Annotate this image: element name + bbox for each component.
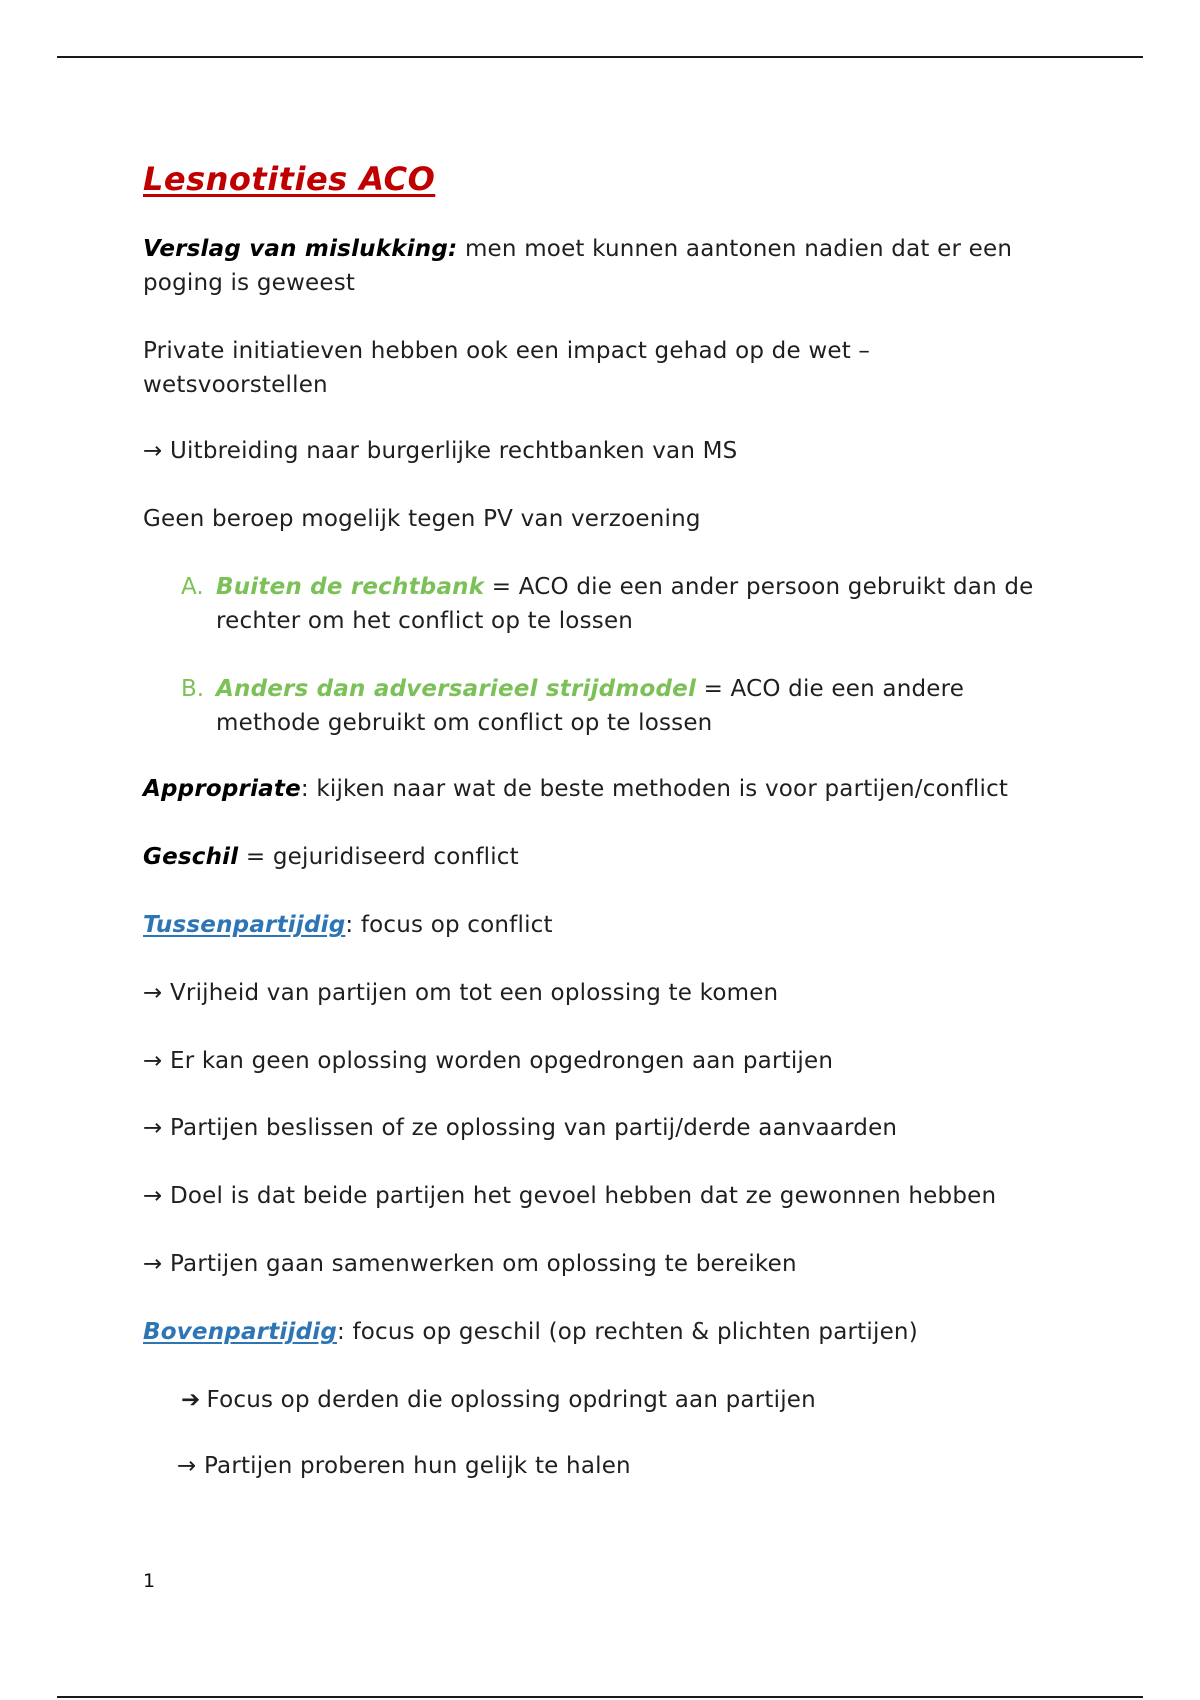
- term-appropriate: Appropriate: [143, 776, 301, 803]
- list-item-text: Focus op derden die oplossing opdringt aan partijen: [206, 1387, 816, 1414]
- bottom-rule: [57, 1696, 1143, 1698]
- link-tussenpartijdig[interactable]: Tussenpartijdig: [143, 912, 346, 939]
- paragraph-geen-beroep: Geen beroep mogelijk tegen PV van verzoening: [143, 506, 701, 533]
- term-verslag: Verslag van mislukking:: [143, 236, 458, 263]
- term-anders: Anders dan adversarieel strijdmodel: [216, 676, 697, 703]
- top-rule: [57, 56, 1143, 58]
- document-body: [143, 160, 1043, 1483]
- list-item: → Partijen proberen hun gelijk te halen: [177, 1453, 631, 1480]
- list-item: → Partijen gaan samenwerken om oplossing te bereiken: [143, 1251, 797, 1278]
- text-anders: = ACO die een andere methode gebruikt om conflict op te lossen: [216, 676, 965, 737]
- page-number: 1: [143, 1570, 156, 1592]
- link-bovenpartijdig[interactable]: Bovenpartijdig: [143, 1319, 337, 1346]
- text-tussenpartijdig: : focus op conflict: [345, 912, 553, 939]
- text-verslag: men moet kunnen aantonen nadien dat er een poging is geweest: [143, 236, 1013, 297]
- list-item: → Vrijheid van partijen om tot een oplossing te komen: [143, 980, 779, 1007]
- list-item: → Er kan geen oplossing worden opgedrongen aan partijen: [143, 1048, 834, 1075]
- text-geschil: = gejuridiseerd conflict: [238, 844, 519, 871]
- text-bovenpartijdig: : focus op geschil (op rechten & plichten partijen): [337, 1319, 918, 1346]
- list-marker: B.: [181, 676, 205, 703]
- paragraph-private: Private initiatieven hebben ook een impact gehad op de wet – wetsvoorstellen: [143, 338, 871, 399]
- text-appropriate: : kijken naar wat de beste methoden is voor partijen/conflict: [300, 776, 1009, 803]
- paragraph-verslag: [143, 232, 1043, 300]
- text-buiten: = ACO die een ander persoon gebruikt dan de rechter om het conflict op te lossen: [216, 574, 1034, 635]
- paragraph-uitbreiding: → Uitbreiding naar burgerlijke rechtbanken van MS: [143, 438, 738, 465]
- list-item: → Partijen beslissen of ze oplossing van partij/derde aanvaarden: [143, 1115, 898, 1142]
- term-geschil: Geschil: [143, 844, 239, 871]
- document-title: Lesnotities ACO: [143, 160, 436, 198]
- list-item: [181, 1383, 1043, 1417]
- list-item-text: [216, 570, 1043, 638]
- list-item: [181, 570, 1043, 638]
- paragraph-appropriate: [143, 772, 1043, 806]
- list-item: → Doel is dat beide partijen het gevoel hebben dat ze gewonnen hebben: [143, 1183, 997, 1210]
- paragraph-bovenpartijdig: [143, 1315, 1043, 1349]
- paragraph-tussenpartijdig: [143, 908, 1043, 942]
- arrow-right-icon: ➔: [181, 1387, 201, 1414]
- list-marker: A.: [181, 574, 204, 601]
- term-buiten: Buiten de rechtbank: [216, 574, 485, 601]
- paragraph-geschil: [143, 840, 1043, 874]
- list-item-text: [216, 672, 1043, 740]
- list-item: [181, 672, 1043, 740]
